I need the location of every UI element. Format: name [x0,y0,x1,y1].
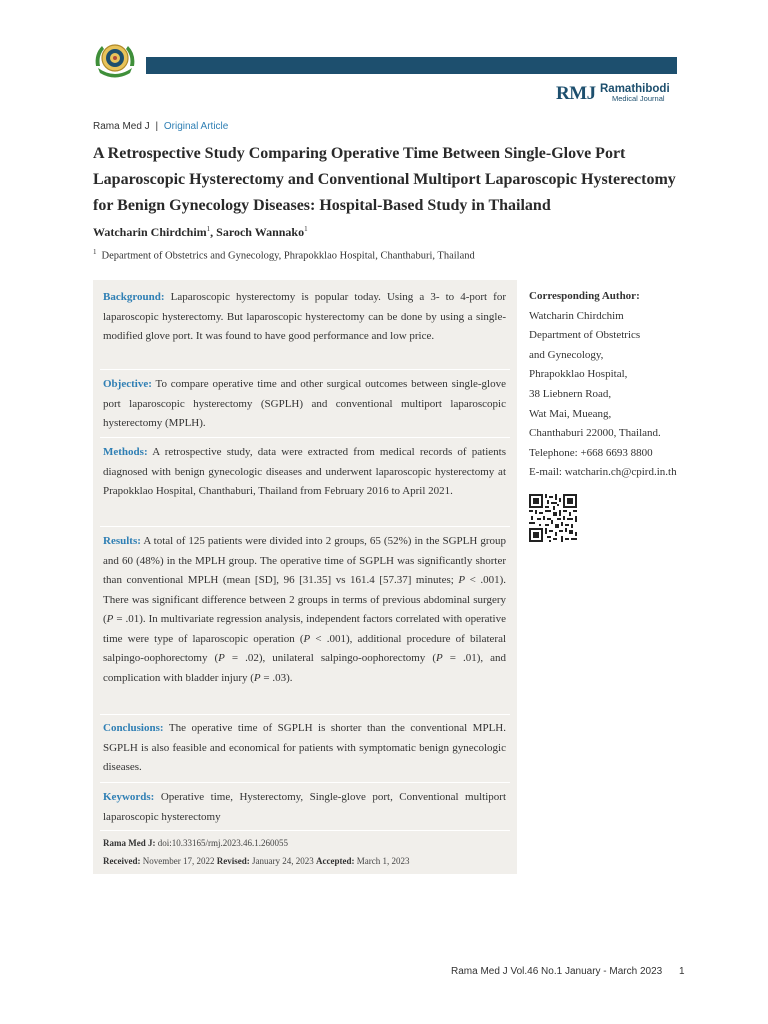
section-divider [100,830,510,831]
abstract-results-text: < .001). There was significant difference between 2 groups in terms of previous abdominal surgery ( [103,574,506,625]
running-head-journal: Rama Med J [93,121,150,132]
abstract-conclusions-label: Conclusions: [103,722,164,734]
abstract-results-text: = .01), and complication with bladder injury ( [103,652,506,684]
corresponding-author-line: Chanthaburi 22000, Thailand. [529,427,661,440]
abstract-results-text: A total of 125 patients were divided into 2 groups, 65 (52%) in the SGPLH group and 60 (48%) in the MPLH group. The operative time of SGPLH was significantly shorter than conventional MPLH (mean [SD], 96 [31.35] vs 161.4 [57.37] minutes; [103,535,506,586]
abstract-objective-text: To compare operative time and other surgical outcomes between single-glove port laparoscopic hysterectomy (SGPLH) and conventional multiport laparoscopic hysterectomy (MPLH). [103,378,506,429]
p-value-symbol: P [253,671,261,684]
page-number: 1 [679,966,685,977]
section-divider [100,782,510,783]
page-footer [451,966,685,977]
journal-logo-abbrev: RMJ [556,83,596,104]
journal-logo-name: Ramathibodi [600,83,670,95]
revised-label: Revised: [216,856,250,866]
running-head-separator: | [155,121,159,132]
author-name: Watcharin Chirdchim [93,225,207,239]
corresponding-author-line: Watcharin Chirdchim [529,309,624,322]
corresponding-author-line: 38 Liebnern Road, [529,387,612,400]
footer-citation: Rama Med J Vol.46 No.1 January - March 2023 [451,966,663,977]
abstract-results-text: = .02), unilateral salpingo-oophorectomy ( [224,652,436,664]
abstract-background-label: Background: [103,291,165,303]
corresponding-author-line: Wat Mai, Mueang, [529,407,612,420]
journal-logo [556,83,680,105]
corresponding-author-title: Corresponding Author: [529,290,640,302]
author-affil-mark: 1 [304,225,308,233]
abstract-results-text: = .01). In multivariate regression analysis, independent factors correlated with operative time were type of laparoscopic operation ( [103,613,506,645]
abstract-methods [103,443,506,502]
received-date: November 17, 2022 [142,856,215,866]
article-title: A Retrospective Study Comparing Operative Time Between Single-Glove Port Laparoscopic Hysterectomy and Conventional Multiport Laparoscopic Hysterectomy for Benign Gynecology Diseases: Hospital-Based Study in Thailand [93,145,676,214]
p-value-symbol: P [458,574,466,586]
corresponding-author-email[interactable]: E-mail: watcharin.ch@cpird.in.th [529,466,677,479]
abstract-methods-label: Methods: [103,446,148,458]
accepted-date: March 1, 2023 [356,856,410,866]
author-name: Saroch Wannako [216,225,305,239]
revised-date: January 24, 2023 [251,856,314,866]
author-list: Watcharin Chirdchim$^1$, Saroch Wannako$^1$ [93,225,308,239]
qr-code-icon[interactable] [529,494,577,542]
abstract-results [103,532,506,688]
section-divider [100,437,510,438]
p-value-symbol: P [435,652,443,664]
doi-label: Rama Med J: [103,838,156,848]
institution-seal-icon [92,40,138,80]
dates-line [103,856,409,866]
corresponding-author-phone: Telephone: +668 6693 8800 [529,446,653,459]
p-value-symbol: P [106,613,114,625]
abstract-keywords-text: Operative time, Hysterectomy, Single-glove port, Conventional multiport laparoscopic hysterectomy [103,791,506,823]
abstract-objective-label: Objective: [103,378,152,390]
abstract-conclusions [103,719,506,778]
affiliation [93,248,573,262]
affiliation-mark: 1 [93,248,97,256]
section-divider [100,526,510,527]
corresponding-author-line: Phrapokklao Hospital, [529,368,628,381]
received-label: Received: [103,856,141,866]
corresponding-author-line: Department of Obstetrics [529,329,641,342]
affiliation-text: Department of Obstetrics and Gynecology, Phrapokklao Hospital, Chanthaburi, Thailand [101,250,475,262]
section-divider [100,714,510,715]
p-value-symbol: P [303,632,311,645]
abstract-methods-text: A retrospective study, data were extracted from medical records of patients diagnosed with benign gynecologic diseases and underwent laparoscopic hysterectomy at Prapokklao Hospital, Chanthaburi, Thailand from February 2016 to April 2021. [103,446,506,497]
journal-logo-subtitle: Medical Journal [612,94,665,103]
corresponding-author-line: and Gynecology, [529,348,604,361]
doi-line [103,838,288,848]
abstract-keywords-label: Keywords: [103,791,155,803]
abstract-background [103,288,506,347]
accepted-label: Accepted: [315,856,355,866]
abstract-results-text: < .001), additional procedure of bilateral salpingo-oophorectomy ( [103,632,507,664]
section-divider [100,369,510,370]
author-affil-mark: 1 [206,225,211,233]
header-bar [146,57,677,74]
abstract-conclusions-text: The operative time of SGPLH is shorter than the conventional MPLH. SGPLH is also feasible and economical for patients with symptomatic benign gynecologic diseases. [103,722,506,773]
p-value-symbol: P [218,652,225,664]
doi-value[interactable]: doi:10.33165/rmj.2023.46.1.260055 [157,838,288,848]
abstract-results-label: Results: [103,535,141,547]
article-type: Original Article [163,121,229,132]
abstract-objective [103,375,506,434]
abstract-results-text: = .03). [260,671,293,684]
running-head [93,121,228,132]
abstract-background-text: Laparoscopic hysterectomy is popular today. Using a 3- to 4-port for laparoscopic hysterectomy. But laparoscopic hysterectomy can be done by using a single-modified glove port. It was found to have good performance and low price. [103,291,507,342]
abstract-keywords [103,788,506,827]
corresponding-author [529,287,709,483]
